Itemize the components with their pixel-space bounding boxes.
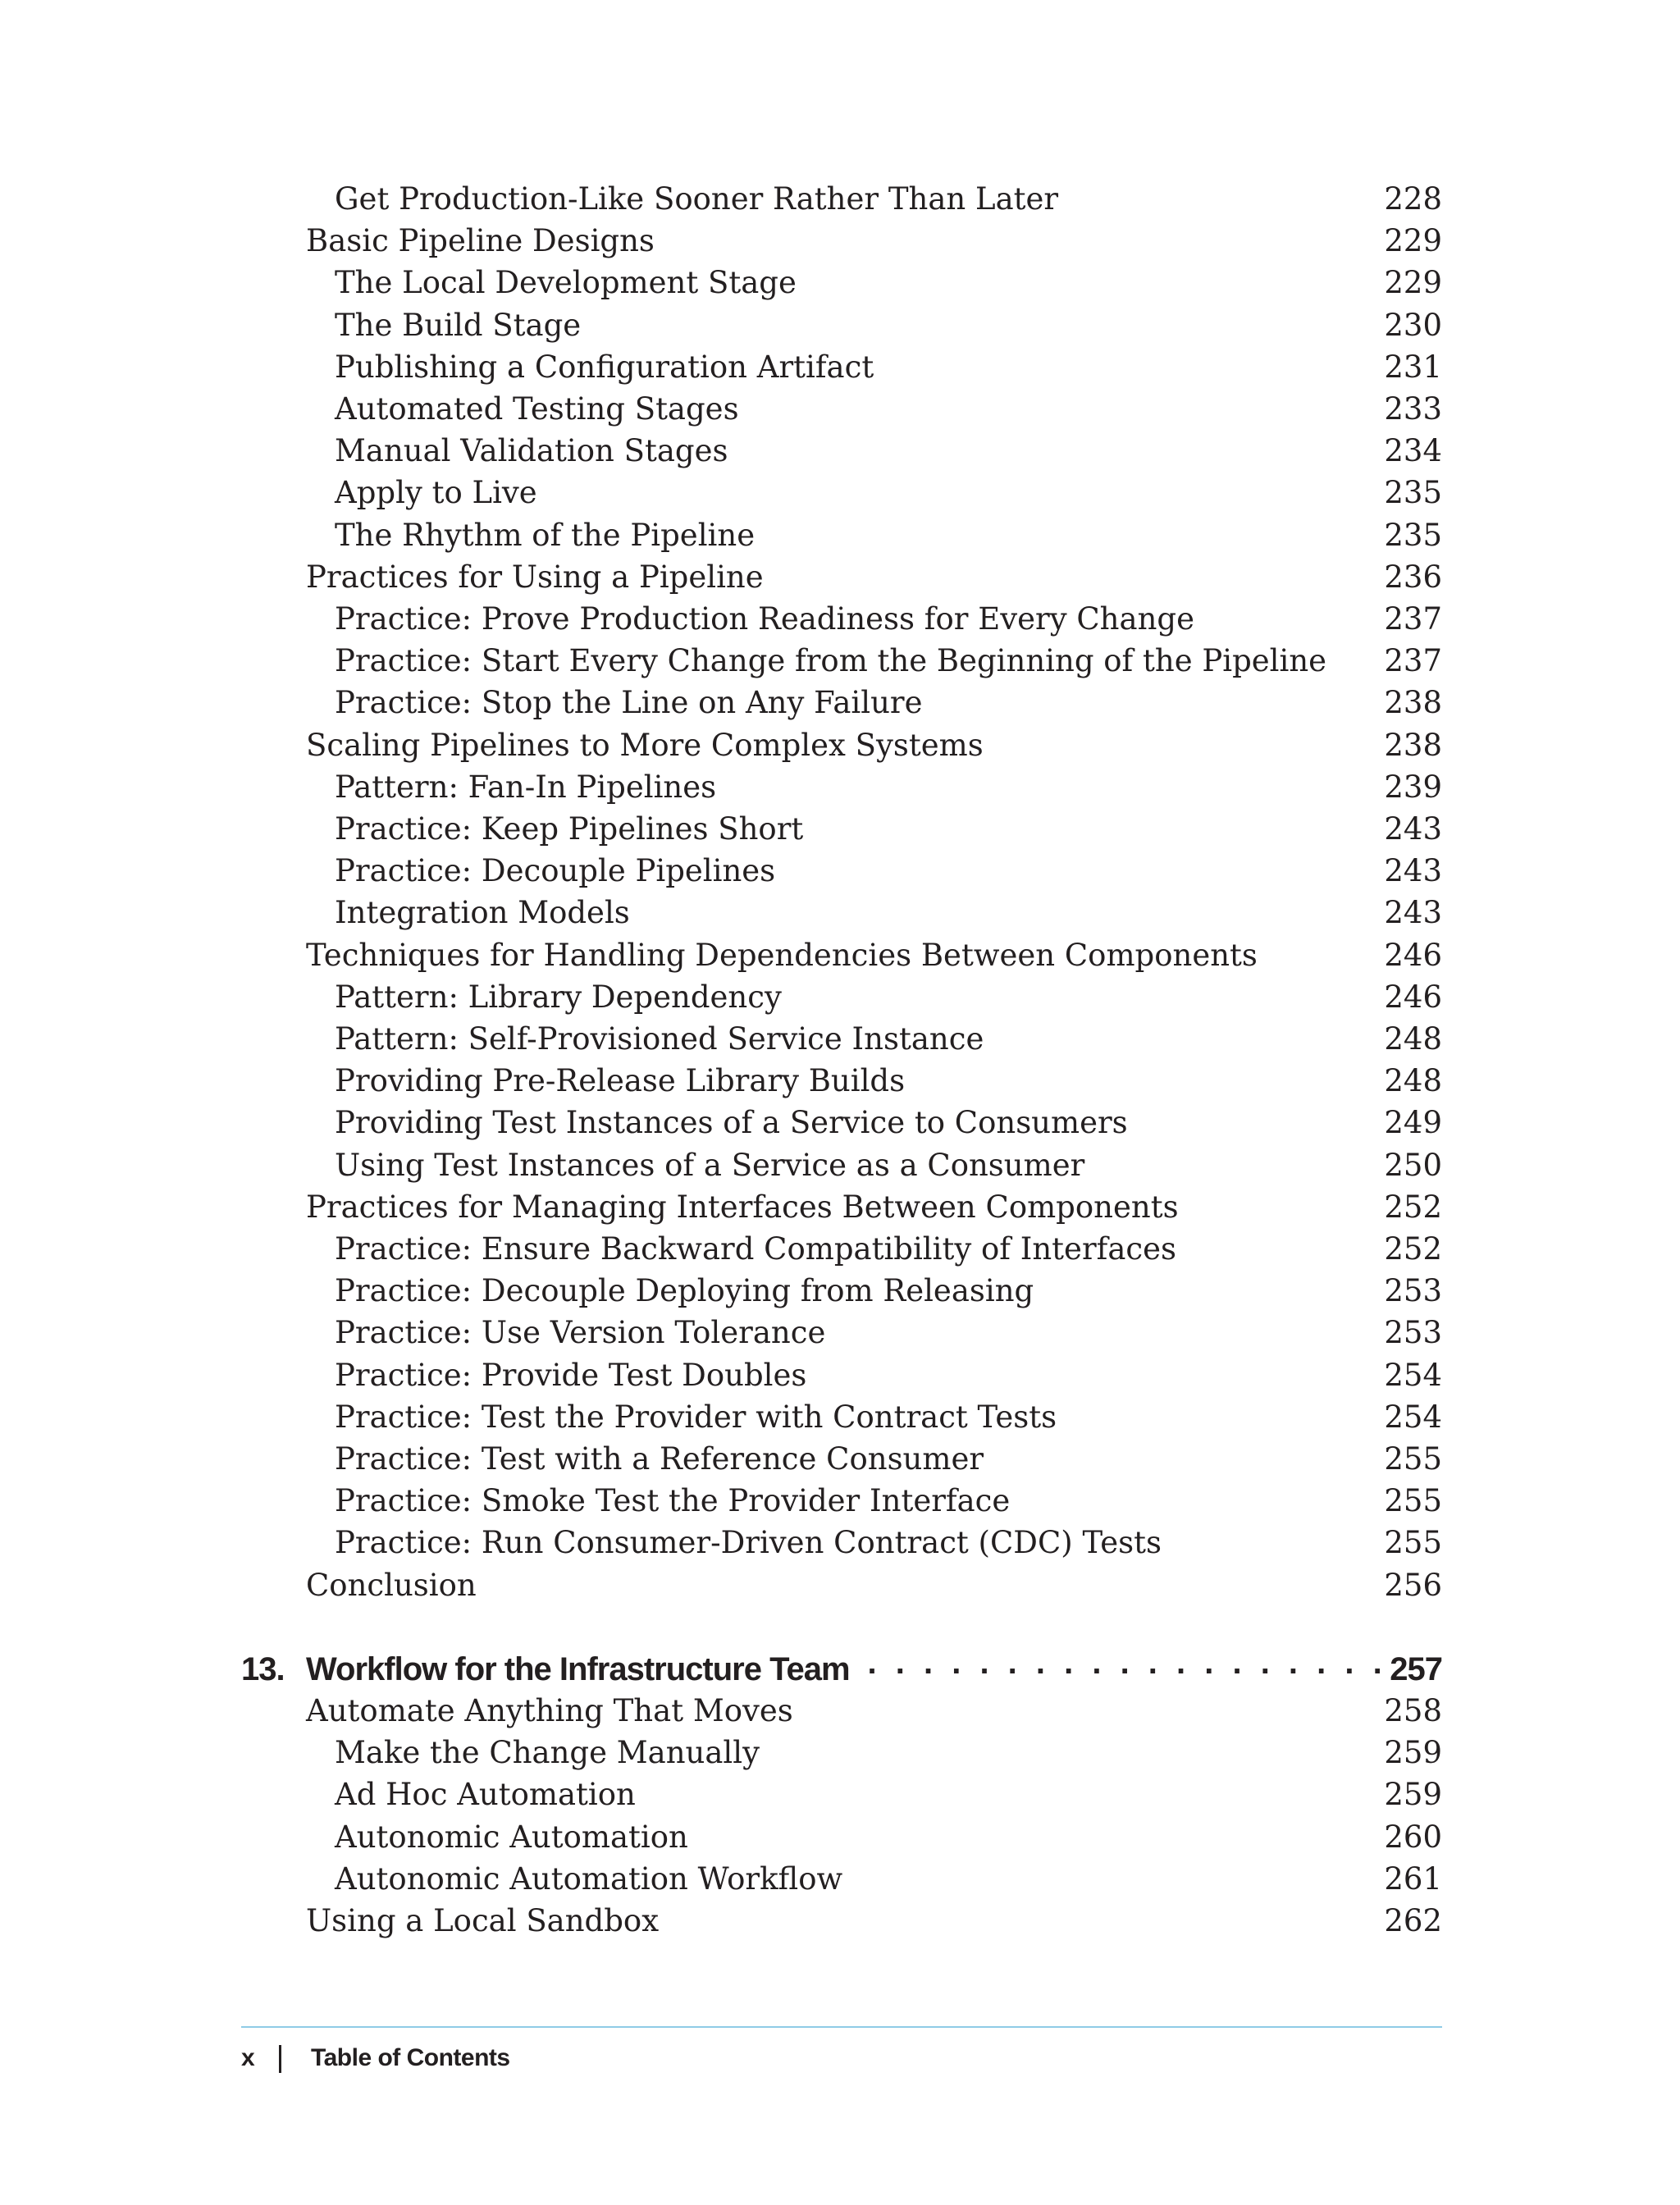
toc-entry-page: 253	[1384, 1273, 1442, 1309]
toc-entry-page: 249	[1384, 1105, 1442, 1141]
toc-entry[interactable]	[306, 724, 1442, 767]
toc-entry[interactable]	[306, 1186, 1442, 1229]
toc-entry-title: Providing Test Instances of a Service to Consumers	[335, 1105, 1128, 1141]
toc-entry-title: Using Test Instances of a Service as a Consumer	[335, 1147, 1085, 1183]
page-footer	[241, 2038, 510, 2079]
toc-entry[interactable]	[335, 1438, 1442, 1481]
toc-entry-title: Practice: Test with a Reference Consumer	[335, 1441, 984, 1477]
toc-entry[interactable]	[306, 934, 1442, 977]
toc-entry-page: 248	[1384, 1063, 1442, 1099]
toc-entry-page: 235	[1384, 475, 1442, 511]
toc-entry-title: Practice: Ensure Backward Compatibility of Interfaces	[335, 1231, 1176, 1267]
toc-entry-title: Practices for Managing Interfaces Between Components	[306, 1189, 1179, 1225]
toc-entry-page: 248	[1384, 1021, 1442, 1057]
toc-entry-title: Practice: Use Version Tolerance	[335, 1315, 826, 1351]
toc-entry[interactable]	[306, 1564, 1442, 1607]
toc-entry[interactable]	[335, 388, 1442, 431]
toc-entry-page: 230	[1384, 307, 1442, 343]
toc-entry-title: Practice: Decouple Deploying from Releasing	[335, 1273, 1034, 1309]
toc-entry-title: Providing Pre-Release Library Builds	[335, 1063, 906, 1099]
toc-entry-page: 255	[1384, 1525, 1442, 1561]
toc-entry-title: Practice: Start Every Change from the Beginning of the Pipeline	[335, 643, 1327, 679]
toc-entry-page: 231	[1384, 349, 1442, 385]
toc-entry-title: Scaling Pipelines to More Complex Systems	[306, 727, 984, 763]
toc-entry-title: Basic Pipeline Designs	[306, 223, 655, 259]
toc-entry-page: 255	[1384, 1441, 1442, 1477]
toc-entry[interactable]	[335, 1522, 1442, 1564]
toc-entry-page: 234	[1384, 433, 1442, 469]
toc-entry-title: Manual Validation Stages	[335, 433, 728, 469]
toc-entry-page: 252	[1384, 1231, 1442, 1267]
toc-entry[interactable]	[335, 1312, 1442, 1354]
toc-entry-page: 228	[1384, 181, 1442, 217]
toc-entry[interactable]	[335, 1396, 1442, 1439]
toc-entry-page: 259	[1384, 1777, 1442, 1813]
toc-entry[interactable]	[335, 1060, 1442, 1102]
toc-entry-title: Conclusion	[306, 1567, 477, 1603]
toc-entry-page: 236	[1384, 559, 1442, 595]
toc-entry-page: 237	[1384, 643, 1442, 679]
toc-entry-page: 258	[1384, 1693, 1442, 1728]
toc-entry-title: Techniques for Handling Dependencies Between Components	[306, 937, 1258, 973]
toc-entry-page: 229	[1384, 223, 1442, 259]
toc-entry[interactable]	[335, 1858, 1442, 1901]
toc-entry[interactable]	[335, 304, 1442, 347]
toc-entry-title: The Local Development Stage	[335, 265, 797, 301]
toc-entry-title: Pattern: Fan-In Pipelines	[335, 769, 717, 805]
toc-entry-title: Autonomic Automation	[335, 1819, 688, 1855]
toc-entry-title: Practice: Provide Test Doubles	[335, 1357, 807, 1393]
toc-entry-page: 233	[1384, 391, 1442, 427]
toc-entry-title: Make the Change Manually	[335, 1735, 760, 1771]
toc-entry-title: Practice: Decouple Pipelines	[335, 853, 776, 889]
toc-entry[interactable]	[306, 220, 1442, 262]
footer-separator	[279, 2045, 281, 2073]
toc-entry-page: 250	[1384, 1147, 1442, 1183]
toc-entry-title: Autonomic Automation Workflow	[335, 1860, 843, 1897]
chapter-heading[interactable]	[241, 1645, 1442, 1694]
toc-entry[interactable]	[335, 598, 1442, 641]
toc-entry-title: The Rhythm of the Pipeline	[335, 517, 756, 553]
toc-entry-page: 254	[1384, 1357, 1442, 1393]
toc-entry[interactable]	[306, 1900, 1442, 1942]
toc-entry[interactable]	[335, 262, 1442, 304]
toc-entry[interactable]	[335, 1228, 1442, 1271]
toc-entry[interactable]	[335, 640, 1442, 682]
toc-entry-page: 256	[1384, 1567, 1442, 1603]
toc-entry[interactable]	[335, 1018, 1442, 1061]
toc-entry[interactable]	[335, 430, 1442, 472]
toc-entry-title: Practice: Keep Pipelines Short	[335, 811, 804, 847]
toc-entry-title: Automate Anything That Moves	[306, 1693, 793, 1728]
toc-entry-page: 229	[1384, 265, 1442, 301]
toc-entry-page: 253	[1384, 1315, 1442, 1351]
toc-entry-page: 246	[1384, 937, 1442, 973]
toc-entry-page: 238	[1384, 727, 1442, 763]
toc-entry-page: 246	[1384, 979, 1442, 1015]
toc-entry-page: 260	[1384, 1819, 1442, 1855]
toc-entry-title: Pattern: Library Dependency	[335, 979, 782, 1015]
toc-entry[interactable]	[335, 1480, 1442, 1522]
toc-entry-page: 238	[1384, 685, 1442, 721]
dot-leader: . . . . . . . . . . . . . . . . . .	[867, 1645, 1359, 1681]
toc-entry-title: Get Production-Like Sooner Rather Than Later	[335, 181, 1059, 217]
folio: x	[241, 2044, 255, 2071]
toc-entry[interactable]	[335, 472, 1442, 514]
toc-entry[interactable]	[335, 1144, 1442, 1187]
toc-entry[interactable]	[335, 1102, 1442, 1144]
toc-entry-title: The Build Stage	[335, 307, 582, 343]
toc-entry[interactable]	[335, 766, 1442, 809]
toc-entry-title: Ad Hoc Automation	[335, 1777, 636, 1813]
toc-entry-page: 243	[1384, 811, 1442, 847]
chapter-number: 13.	[241, 1651, 285, 1687]
toc-entry[interactable]	[335, 1732, 1442, 1774]
toc-entry-page: 243	[1384, 895, 1442, 931]
footer-rule	[241, 2026, 1442, 2028]
toc-entry[interactable]	[335, 1774, 1442, 1816]
toc-entry-title: Apply to Live	[335, 475, 537, 511]
toc-entry[interactable]	[335, 1816, 1442, 1859]
toc-entry-title: Automated Testing Stages	[335, 391, 739, 427]
toc-entry-title: Integration Models	[335, 895, 630, 931]
chapter-page-number: 257	[1383, 1645, 1442, 1694]
toc-entry[interactable]	[335, 178, 1442, 221]
toc-entry-page: 254	[1384, 1399, 1442, 1435]
toc-entry-title: Publishing a Configuration Artifact	[335, 349, 874, 385]
toc-entry-page: 237	[1384, 601, 1442, 637]
toc-entry[interactable]	[335, 682, 1442, 724]
toc-entry-title: Practices for Using a Pipeline	[306, 559, 764, 595]
toc-entry-title: Practice: Test the Provider with Contract Tests	[335, 1399, 1057, 1435]
toc-entry-page: 235	[1384, 517, 1442, 553]
toc-entry-title: Practice: Stop the Line on Any Failure	[335, 685, 923, 721]
toc-entry-page: 252	[1384, 1189, 1442, 1225]
running-footer-title: Table of Contents	[311, 2044, 510, 2071]
toc-entry-title: Using a Local Sandbox	[306, 1903, 660, 1938]
toc-entry[interactable]	[335, 1354, 1442, 1397]
toc-entry[interactable]	[335, 808, 1442, 851]
chapter-title: Workflow for the Infrastructure Team	[306, 1645, 855, 1694]
toc-entry[interactable]	[306, 1690, 1442, 1732]
toc-entry-title: Practice: Run Consumer-Driven Contract (CDC) Tests	[335, 1525, 1162, 1561]
toc-entry-page: 243	[1384, 853, 1442, 889]
toc-entry[interactable]	[335, 850, 1442, 892]
toc-entry-title: Practice: Smoke Test the Provider Interface	[335, 1483, 1011, 1519]
toc-entry-page: 261	[1384, 1860, 1442, 1897]
toc-entry-page: 259	[1384, 1735, 1442, 1771]
toc-entry[interactable]	[335, 1270, 1442, 1312]
toc-entry-title: Pattern: Self-Provisioned Service Instance	[335, 1021, 984, 1057]
toc-entry[interactable]	[306, 556, 1442, 599]
toc-entry[interactable]	[335, 892, 1442, 934]
toc-entry-page: 255	[1384, 1483, 1442, 1519]
toc-entry-page: 262	[1384, 1903, 1442, 1938]
toc-entry[interactable]	[335, 346, 1442, 389]
toc-entry[interactable]	[335, 514, 1442, 557]
toc-entry[interactable]	[335, 976, 1442, 1019]
toc-entry-title: Practice: Prove Production Readiness for Every Change	[335, 601, 1194, 637]
toc-entry-page: 239	[1384, 769, 1442, 805]
